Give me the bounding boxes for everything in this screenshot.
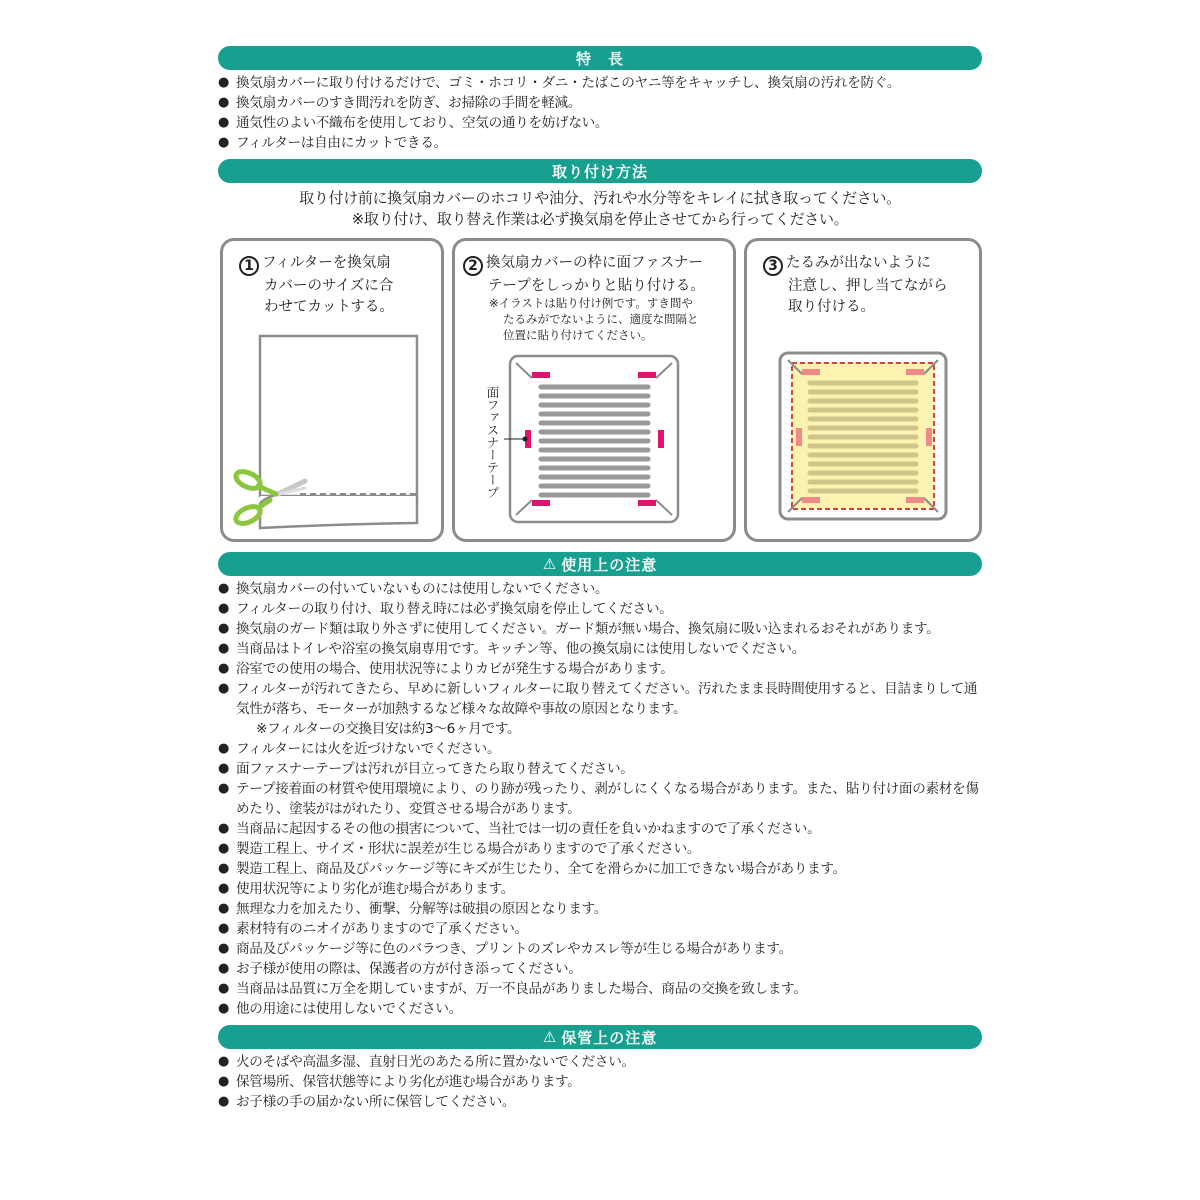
usage-cautions-header: [218, 552, 982, 576]
list-item: ● 使用状況等により劣化が進む場合があります。: [218, 879, 982, 899]
installation-header: [218, 159, 982, 183]
list-item: ● 製造工程上、商品及びパッケージ等にキズが生じたり、全てを滑らかに加工できない場合があります。: [218, 859, 982, 879]
usage-cautions-list: [218, 579, 982, 1019]
list-item: ● 当商品は品質に万全を期していますが、万一不良品がありました場合、商品の交換を致します。: [218, 979, 982, 999]
step-2-text: 2 換気扇カバーの枠に面ファスナー テープをしっかりと貼り付ける。: [463, 253, 723, 297]
list-item-note: ※フィルターの交換目安は約3～6ヶ月です。: [256, 721, 521, 737]
list-item: ● フィルターには火を近づけないでください。: [218, 739, 982, 759]
list-item: ● フィルターは自由にカットできる。: [218, 133, 982, 153]
installation-section: [218, 159, 982, 542]
warning-triangle-icon: ⚠: [542, 555, 558, 573]
list-item: ● 商品及びパッケージ等に色のバラつき、プリントのズレやカスレ等が生じる場合があります。: [218, 939, 982, 959]
list-item: ● 製造工程上、サイズ・形状に誤差が生じる場合がありますので了承ください。: [218, 839, 982, 859]
list-item: ● お子様の手の届かない所に保管してください。: [218, 1092, 982, 1112]
features-header: [218, 46, 982, 70]
list-item: ● 浴室での使用の場合、使用状況等によりカビが発生する場合があります。: [218, 659, 982, 679]
step-number: 1: [239, 256, 259, 276]
list-item: ● 換気扇カバーに取り付けるだけで、ゴミ・ホコリ・ダニ・たばこのヤニ等をキャッチし、換気扇の汚れを防ぐ。: [218, 73, 982, 93]
step-number: 3: [763, 256, 783, 276]
list-item: ● 無理な力を加えたり、衝撃、分解等は破損の原因となります。: [218, 899, 982, 919]
usage-cautions-section: [218, 552, 982, 1019]
list-item: ● 火のそばや高温多湿、直射日光のあたる所に置かないでください。: [218, 1052, 982, 1072]
list-item: ● 当商品はトイレや浴室の換気扇専用です。キッチン等、他の換気扇には使用しないでください。: [218, 639, 982, 659]
step-2-panel: [452, 238, 736, 542]
step-number: 2: [463, 256, 483, 276]
list-item: ● お子様が使用の際は、保護者の方が付き添ってください。: [218, 959, 982, 979]
features-list: [218, 73, 982, 153]
list-item: ● 保管場所、保管状態等により劣化が進む場合があります。: [218, 1072, 982, 1092]
list-item: ● 他の用途には使用しないでください。: [218, 999, 982, 1019]
storage-cautions-section: [218, 1025, 982, 1112]
list-item: ● テープ接着面の材質や使用環境により、のり跡が残ったり、剥がしにくくなる場合があります。また、貼り付け面の素材を傷めたり、塗装がはがれたり、変質させる場合があります。: [218, 779, 982, 819]
list-item: ● 当商品に起因するその他の損害について、当社では一切の責任を負いかねますので了承ください。: [218, 819, 982, 839]
instruction-sheet: [218, 46, 982, 1112]
step-2-note: ※イラストは貼り付け例です。すき間や たるみがでないように、適度な間隔と 位置に貼り付けてください。: [489, 296, 699, 342]
callout-label: 面ファスナーテープ: [485, 386, 500, 499]
installation-intro: [218, 188, 982, 230]
list-item: ● 素材特有のニオイがありますので了承ください。: [218, 919, 982, 939]
filter-attached-illustration: [744, 238, 982, 542]
list-item: ● 面ファスナーテープは汚れが目立ってきたら取り替えてください。: [218, 759, 982, 779]
storage-cautions-title: 保管上の注意: [561, 1028, 658, 1047]
step-1-text: 1 フィルターを換気扇 カバーのサイズに合 わせてカットする。: [239, 253, 431, 317]
list-item: ● フィルターの取り付け、取り替え時には必ず換気扇を停止してください。: [218, 599, 982, 619]
vent-slats: [541, 387, 648, 495]
steps-row: [218, 238, 982, 542]
features-title: 特 長: [575, 49, 624, 68]
filter-cut-illustration: [220, 238, 444, 542]
usage-cautions-title: 使用上の注意: [561, 555, 658, 574]
intro-line: 取り付け前に換気扇カバーのホコリや油分、汚れや水分等をキレイに拭き取ってください。: [299, 189, 901, 207]
list-item: ● 換気扇カバーのすき間汚れを防ぎ、お掃除の手間を軽減。: [218, 93, 982, 113]
list-item: ● 換気扇カバーの付いていないものには使用しないでください。: [218, 579, 982, 599]
list-item: ● 通気性のよい不織布を使用しており、空気の通りを妨げない。: [218, 113, 982, 133]
list-item: ● フィルターが汚れてきたら、早めに新しいフィルターに取り替えてください。汚れたまま長時間使用すると、目詰まりして通気性が落ち、モーターが加熱するなど様々な故障や事故の原因となります。 ※フィルターの交換目安は約3～6ヶ月です。: [218, 679, 982, 739]
storage-cautions-list: [218, 1052, 982, 1112]
list-item: ● 換気扇のガード類は取り外さずに使用してください。ガード類が無い場合、換気扇に吸い込まれるおそれがあります。: [218, 619, 982, 639]
storage-cautions-header: [218, 1025, 982, 1049]
intro-line: ※取り付け、取り替え作業は必ず換気扇を停止させてから行ってください。: [351, 210, 849, 228]
features-section: [218, 46, 982, 153]
installation-title: 取り付け方法: [551, 162, 648, 181]
warning-triangle-icon: ⚠: [542, 1028, 558, 1046]
step-1-panel: [220, 238, 444, 542]
step-3-panel: [744, 238, 982, 542]
step-3-text: 3 たるみが出ないように 注意し、押し当てながら 取り付ける。: [763, 253, 969, 317]
